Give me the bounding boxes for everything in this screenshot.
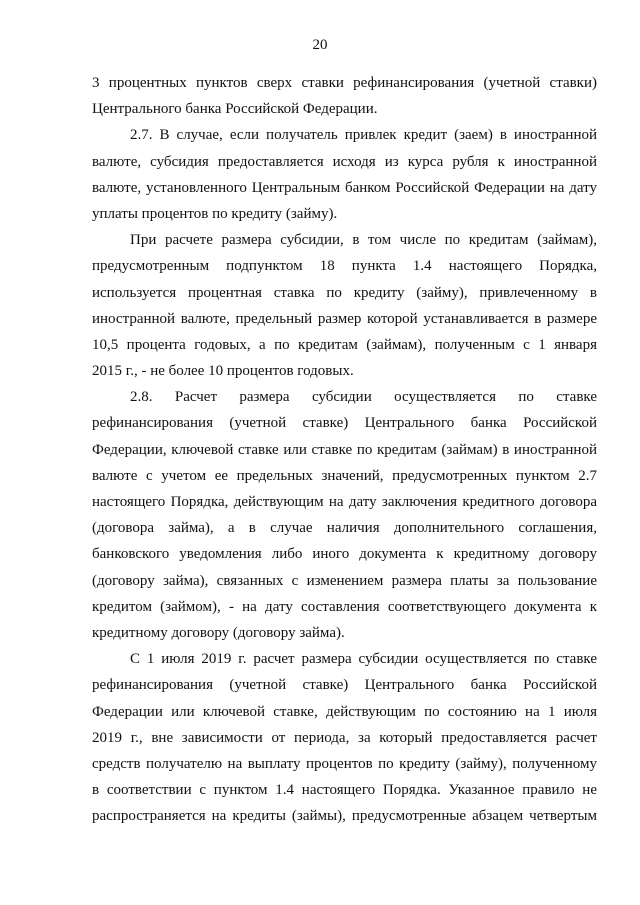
paragraph <box>92 70 597 122</box>
text-line: настоящего Порядка, действующим на дату заключения кредитного договора <box>92 494 597 510</box>
document-body <box>92 70 597 829</box>
text-line: 3 процентных пунктов сверх ставки рефинансирования (учетной ставки) <box>92 75 597 91</box>
text-line: валюте с учетом ее предельных значений, предусмотренных пунктом 2.7 <box>92 467 597 484</box>
text-line: 2019 г., вне зависимости от периода, за который предоставляется расчет <box>92 729 597 746</box>
paragraph <box>92 646 597 829</box>
text-line: рефинансирования (учетной ставке) Центрального банка Российской <box>92 677 597 694</box>
text-line: Федерации, ключевой ставке или ставке по кредитам (займам) в иностранной <box>92 441 597 458</box>
text-line: Федерации или ключевой ставке, действующим по состоянию на 1 июля <box>92 703 597 720</box>
text-line: Центрального банка Российской Федерации. <box>92 101 378 118</box>
text-line: (договору займа), связанных с изменением размера платы за пользование <box>92 572 597 589</box>
page-number: 20 <box>312 37 328 53</box>
text-line: распространяется на кредиты (займы), предусмотренные абзацем четвертым <box>92 808 597 825</box>
text-line: валюте, установленного Центральным банком Российской Федерации на дату <box>92 179 597 196</box>
text-line: иностранной валюте, предельный размер которой устанавливается в размере <box>92 310 597 327</box>
text-line: средств получателю на выплату процентов по кредиту (займу), полученному <box>92 755 597 772</box>
text-line: рефинансирования (учетной ставке) Центрального банка Российской <box>92 415 597 432</box>
text-line: С 1 июля 2019 г. расчет размера субсидии осуществляется по ставке <box>130 651 597 668</box>
text-line: 2.8. Расчет размера субсидии осуществляется по ставке <box>130 389 597 406</box>
text-line: валюте, субсидия предоставляется исходя из курса рубля к иностранной <box>92 153 597 170</box>
text-line: банковского уведомления либо иного документа к кредитному договору <box>92 546 597 563</box>
text-line: 2.7. В случае, если получатель привлек кредит (заем) в иностранной <box>130 127 597 144</box>
paragraph <box>92 384 597 646</box>
text-line: При расчете размера субсидии, в том числе по кредитам (займам), <box>130 232 597 249</box>
text-line: 10,5 процента годовых, а по кредитам (займам), полученным с 1 января <box>92 336 597 353</box>
text-line: (договора займа), а в случае наличия дополнительного соглашения, <box>92 520 597 537</box>
text-line: в соответствии с пунктом 1.4 настоящего Порядка. Указанное правило не <box>92 782 597 799</box>
text-line: кредитом (займом), - на дату составления соответствующего документа к <box>92 598 597 615</box>
paragraph <box>92 227 597 384</box>
text-line: уплаты процентов по кредиту (займу). <box>92 205 338 222</box>
text-line: 2015 г., - не более 10 процентов годовых. <box>92 363 354 380</box>
text-line: предусмотренным подпунктом 18 пункта 1.4 настоящего Порядка, <box>92 258 597 275</box>
paragraph <box>92 122 597 227</box>
text-line: используется процентная ставка по кредиту (займу), привлеченному в <box>92 284 597 301</box>
text-line: кредитному договору (договору займа). <box>92 624 345 641</box>
